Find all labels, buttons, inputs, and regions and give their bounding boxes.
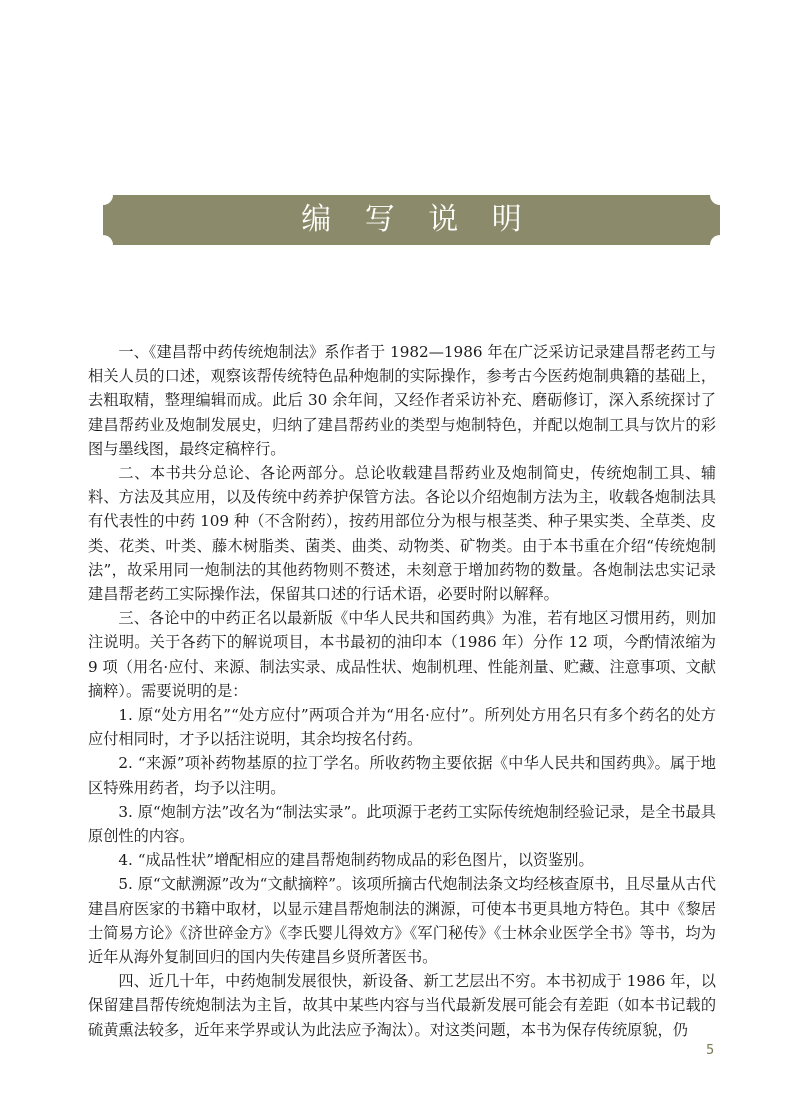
- paragraph-3-item-1: 1. 原“处方用名”“处方应付”两项合并为“用名·应付”。所列处方用名只有多个药名的处方应付相同时，才予以括注说明，其余均按名付药。: [88, 706, 716, 749]
- body-text: [88, 340, 716, 1042]
- paragraph-4: 四、近几十年，中药炮制发展很快，新设备、新工艺层出不穷。本书初成于 1986 年，以保留建昌帮传统炮制法为主旨，故其中某些内容与当代最新发展可能会有差距（如本书记载的硫黄熏法较多，近年来学界或认为此法应予淘汰）。对这类问题，本书为保存传统原貌，仍: [88, 972, 716, 1039]
- paragraph-3-item-3: 3. 原“炮制方法”改名为“制法实录”。此项源于老药工实际传统炮制经验记录，是全书最具原创性的内容。: [88, 802, 716, 846]
- paragraph-3-item-5: 5. 原“文献溯源”改为“文献摘粹”。该项所摘古代炮制法条文均经核查原书，且尽量从古代建昌府医家的书籍中取材，以显示建昌帮炮制法的渊源，可使本书更具地方特色。其中《黎居士简易方论》《济世碎金方》《李氏婴儿得效方》《军门秘传》《士林余业医学全书》等书，均为近年从海外复制回归的国内失传建昌乡贤所著医书。: [88, 875, 716, 967]
- paragraph-3-item-2: 2. “来源”项补药物基原的拉丁学名。所收药物主要依据《中华人民共和国药典》。属于地区特殊用药者，均予以注明。: [88, 754, 716, 797]
- paragraph-3-item-4: 4. “成品性状”增配相应的建昌帮炮制药物成品的彩色图片，以资鉴别。: [118, 851, 594, 870]
- page-number: 5: [706, 1043, 715, 1058]
- paragraph-2: 二、本书共分总论、各论两部分。总论收载建昌帮药业及炮制简史，传统炮制工具、辅料、方法及其应用，以及传统中药养护保管方法。各论以介绍炮制方法为主，收载各炮制法具有代表性的中药 109 种（不含附药），按药用部位分为根与根茎类、种子果实类、全草类、皮类、花类、叶类、藤木树脂类、菌类、曲类、动物类、矿物类。由于本书重在介绍“传统炮制法”，故采用同一炮制法的其他药物则不赘述，未刻意于增加药物的数量。各炮制法忠实记录建昌帮老药工实际操作法，保留其口述的行话术语，必要时附以解释。: [88, 464, 716, 604]
- paragraph-1: 一、《建昌帮中药传统炮制法》系作者于 1982—1986 年在广泛采访记录建昌帮老药工与相关人员的口述，观察该帮传统特色品种炮制的实际操作，参考古今医药炮制典籍的基础上，去粗取精，整理编辑而成。此后 30 余年间，又经作者采访补充、磨砺修订，深入系统探讨了建昌帮药业及炮制发展史，归纳了建昌帮药业的类型与炮制特色，并配以炮制工具与饮片的彩图与墨线图，最终定稿梓行。: [88, 343, 716, 458]
- section-heading-banner: [103, 195, 720, 245]
- page-title: 编 写 说 明: [301, 202, 534, 237]
- paragraph-3: 三、各论中的中药正名以最新版《中华人民共和国药典》为准，若有地区习惯用药，则加注说明。关于各药下的解说项目，本书最初的油印本（1986 年）分作 12 项，今酌情浓缩为 9 项（用名·应付、来源、制法实录、成品性状、炮制机理、性能剂量、贮藏、注意事项、文献摘粹）。需要说明的是：: [88, 609, 716, 700]
